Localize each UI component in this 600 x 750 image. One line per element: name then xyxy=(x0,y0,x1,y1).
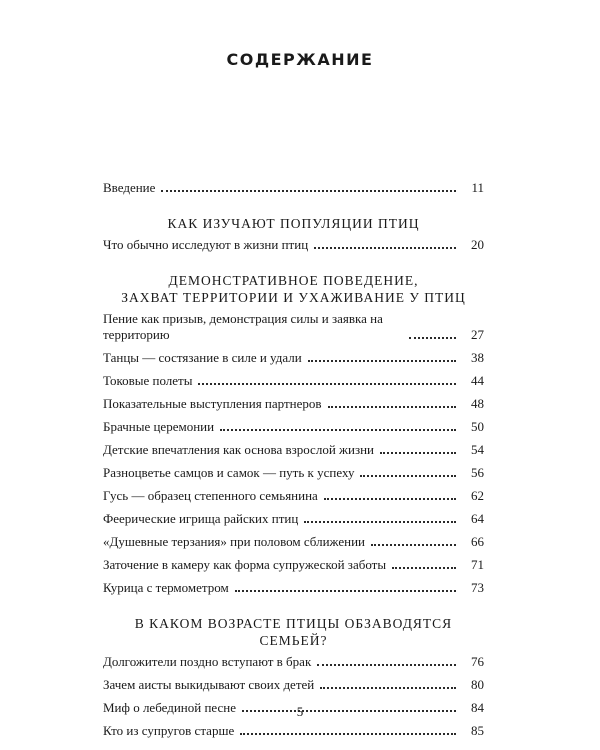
toc-entry-page: 76 xyxy=(471,654,484,669)
toc-entry-label: Долгожители поздно вступают в брак xyxy=(103,654,312,669)
toc-entry-page: 73 xyxy=(471,580,484,595)
dot-leader xyxy=(240,729,456,735)
dot-leader xyxy=(360,471,456,477)
dot-leader xyxy=(220,425,456,431)
dot-leader xyxy=(314,243,456,249)
section-heading-line: КАК ИЗУЧАЮТ ПОПУЛЯЦИИ ПТИЦ xyxy=(167,216,420,231)
toc-entry xyxy=(103,419,484,435)
section-heading xyxy=(103,615,484,649)
toc-entry xyxy=(103,488,484,504)
toc-entry-label: Введение xyxy=(103,180,156,195)
toc-entry-page: 56 xyxy=(471,465,484,480)
toc-entry xyxy=(103,396,484,412)
section-heading xyxy=(103,272,484,306)
toc-entry-label: Пение как призыв, демонстрация силы и заявка на территорию xyxy=(103,311,383,342)
dot-leader xyxy=(198,379,456,385)
toc-entry-label: Что обычно исследуют в жизни птиц xyxy=(103,237,309,252)
page-title: СОДЕРЖАНИЕ xyxy=(226,50,374,69)
toc-entry xyxy=(103,723,484,739)
toc-entry-page: 27 xyxy=(471,327,484,342)
toc-entry-label: Показательные выступления партнеров xyxy=(103,396,322,411)
toc-entry-page: 11 xyxy=(471,180,484,195)
toc-entry-page: 20 xyxy=(471,237,484,252)
toc-entry-page: 64 xyxy=(471,511,484,526)
toc-entry-label: Курица с термометром xyxy=(103,580,229,595)
toc-entry-label: Детские впечатления как основа взрослой жизни xyxy=(103,442,375,457)
toc-entry-page: 84 xyxy=(471,700,484,715)
dot-leader xyxy=(304,517,456,523)
toc-entry xyxy=(103,311,484,343)
dot-leader xyxy=(235,586,456,592)
dot-leader xyxy=(317,660,456,666)
table-of-contents xyxy=(103,180,484,746)
toc-entry xyxy=(103,442,484,458)
toc-entry xyxy=(103,557,484,573)
dot-leader xyxy=(320,683,456,689)
dot-leader xyxy=(392,563,456,569)
toc-entry xyxy=(103,237,484,253)
toc-entry-page: 44 xyxy=(471,373,484,388)
toc-entry-page: 50 xyxy=(471,419,484,434)
toc-entry-label: Гусь — образец степенного семьянина xyxy=(103,488,318,503)
page-number: 5 xyxy=(296,704,304,719)
toc-entry xyxy=(103,373,484,389)
toc-entry-intro xyxy=(103,180,484,196)
section-heading-line: ДЕМОНСТРАТИВНОЕ ПОВЕДЕНИЕ, xyxy=(168,273,419,288)
toc-entry xyxy=(103,534,484,550)
toc-entry-label: Токовые полеты xyxy=(103,373,193,388)
dot-leader xyxy=(371,540,456,546)
toc-entry-label: «Душевные терзания» при половом сближении xyxy=(103,534,365,549)
toc-entry-page: 48 xyxy=(471,396,484,411)
dot-leader xyxy=(308,356,456,362)
dot-leader xyxy=(324,494,456,500)
toc-entry-page: 38 xyxy=(471,350,484,365)
toc-entry-label: Танцы — состязание в силе и удали xyxy=(103,350,302,365)
toc-entry-page: 71 xyxy=(471,557,484,572)
section-heading-line: ЗАХВАТ ТЕРРИТОРИИ И УХАЖИВАНИЕ У ПТИЦ xyxy=(121,290,466,305)
toc-entry xyxy=(103,580,484,596)
toc-entry-label: Брачные церемонии xyxy=(103,419,215,434)
toc-entry-page: 66 xyxy=(471,534,484,549)
toc-entry-page: 85 xyxy=(471,723,484,738)
toc-entry-label: Миф о лебединой песне xyxy=(103,700,237,715)
toc-entry-label: Зачем аисты выкидывают своих детей xyxy=(103,677,315,692)
toc-entry-label: Феерические игрища райских птиц xyxy=(103,511,299,526)
toc-entry xyxy=(103,654,484,670)
toc-entry-page: 54 xyxy=(471,442,484,457)
section-heading-line: В КАКОМ ВОЗРАСТЕ ПТИЦЫ ОБЗАВОДЯТСЯ СЕМЬЕЙ? xyxy=(134,616,453,648)
dot-leader xyxy=(409,333,456,339)
toc-entry xyxy=(103,465,484,481)
dot-leader xyxy=(328,402,456,408)
dot-leader xyxy=(380,448,456,454)
toc-entry-label: Кто из супругов старше xyxy=(103,723,235,738)
toc-entry-page: 62 xyxy=(471,488,484,503)
toc-entry xyxy=(103,511,484,527)
toc-entry xyxy=(103,677,484,693)
toc-entry xyxy=(103,350,484,366)
section-heading xyxy=(103,215,484,232)
toc-entry-label: Разноцветье самцов и самок — путь к успеху xyxy=(103,465,355,480)
dot-leader xyxy=(161,186,456,192)
toc-entry-label: Заточение в камеру как форма супружеской заботы xyxy=(103,557,387,572)
toc-entry-page: 80 xyxy=(471,677,484,692)
